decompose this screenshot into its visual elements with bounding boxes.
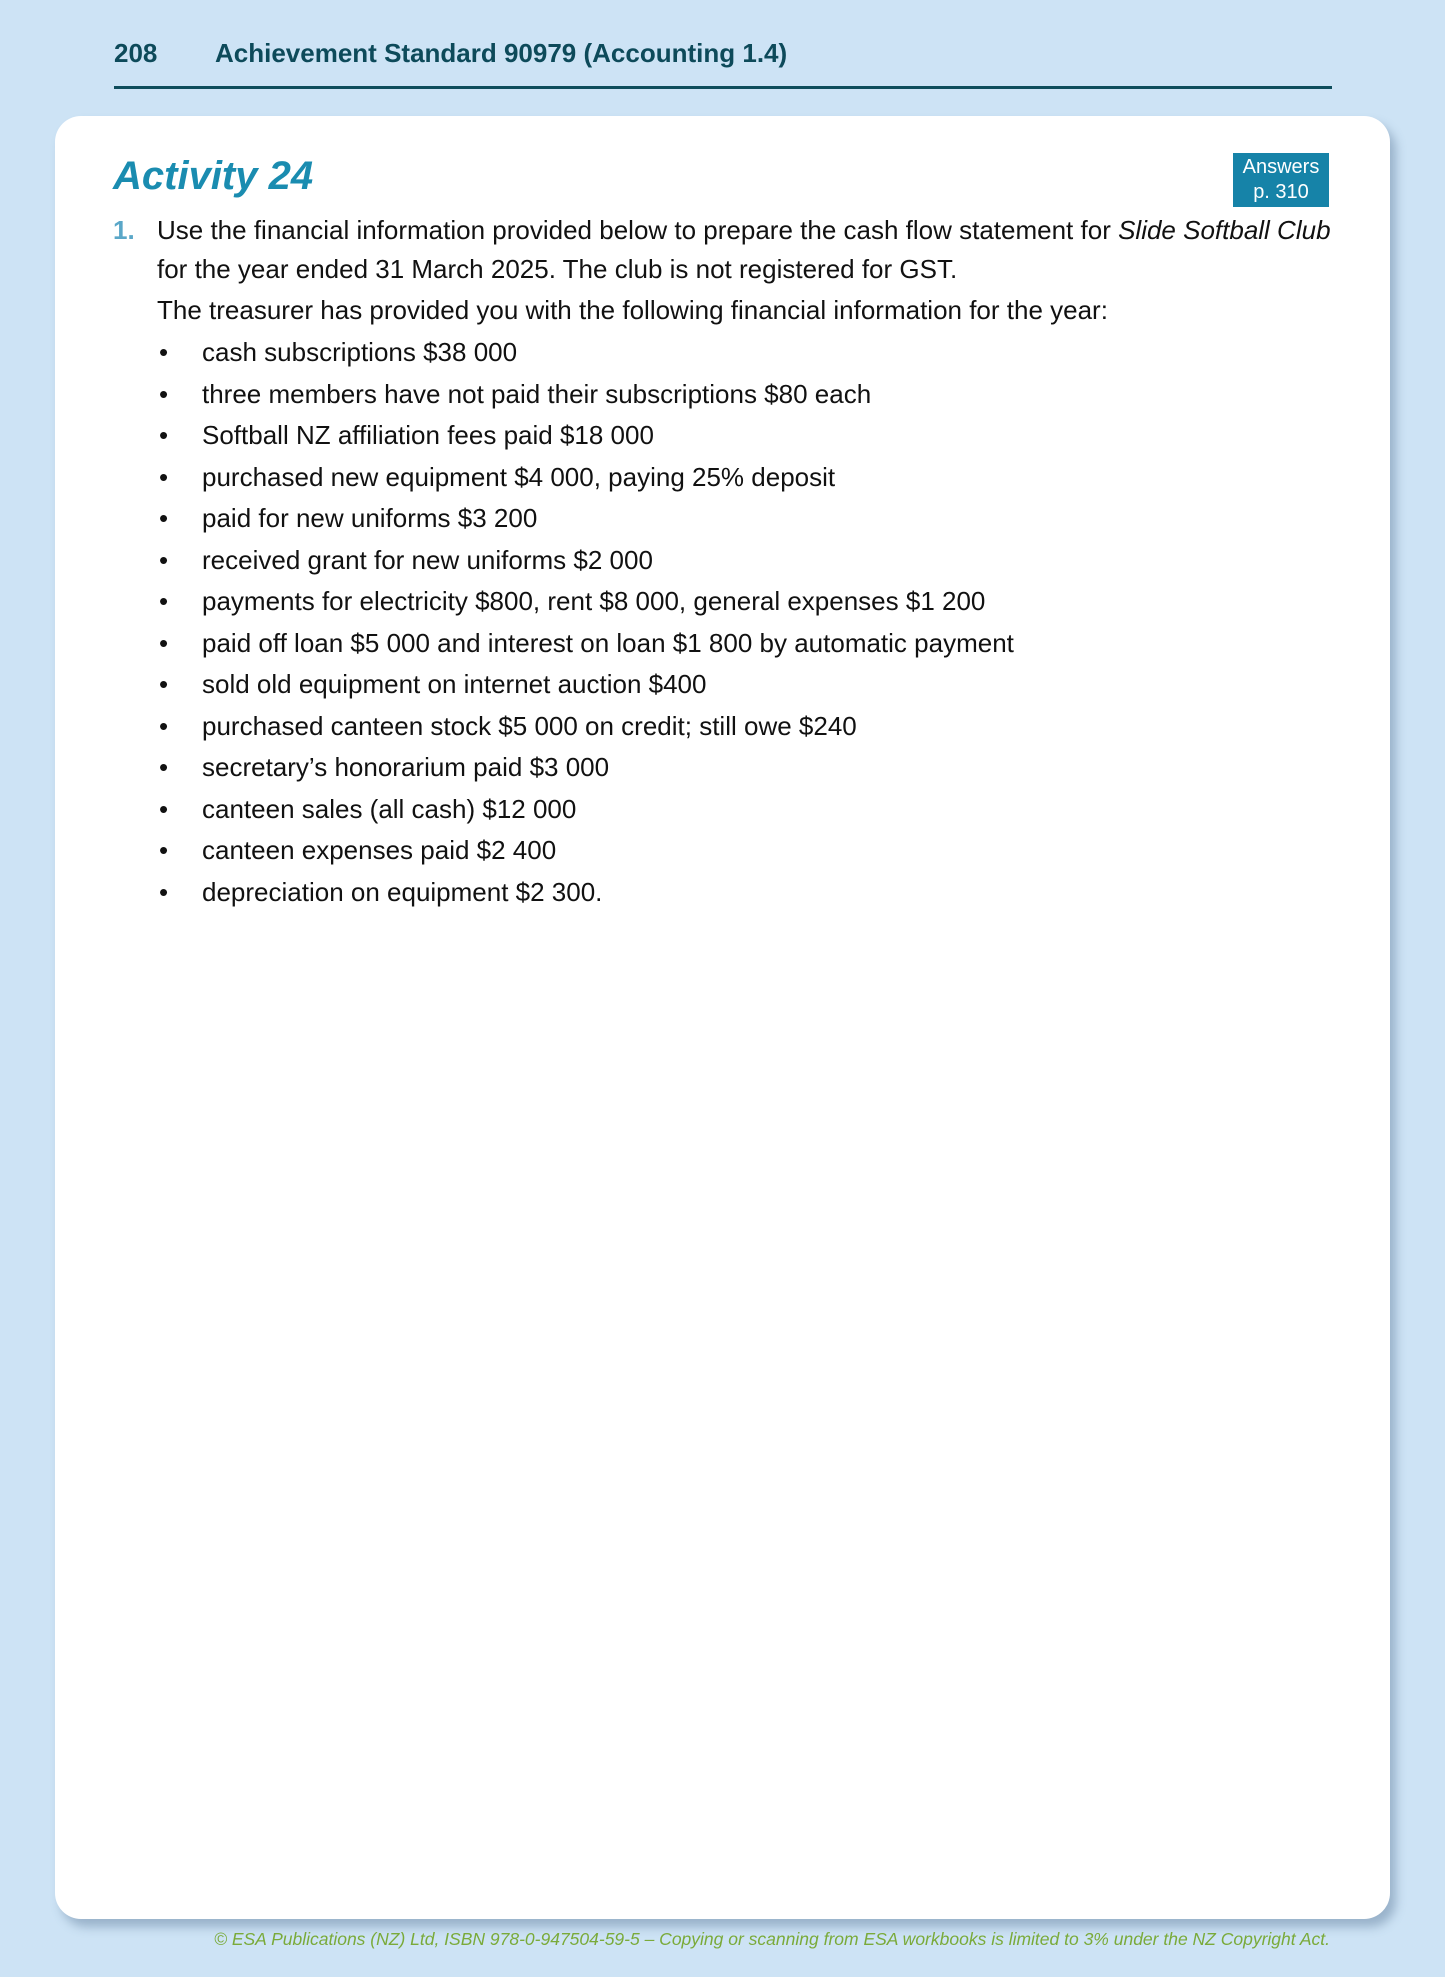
answers-badge[interactable] — [1233, 153, 1329, 207]
list-item — [157, 872, 1335, 914]
list-item-text: paid off loan $5 000 and interest on loan $1 800 by automatic payment — [202, 627, 1014, 658]
list-item-text: payments for electricity $800, rent $8 000, general expenses $1 200 — [202, 586, 986, 616]
list-item — [157, 789, 1335, 831]
list-item-text: secretary’s honorarium paid $3 000 — [202, 752, 610, 782]
financial-info-list — [157, 332, 1335, 913]
page-number: 208 — [114, 38, 158, 68]
header-title: Achievement Standard 90979 (Accounting 1.4) — [215, 38, 788, 68]
list-item-text: canteen sales (all cash) $12 000 — [202, 793, 577, 824]
bullet-icon: • — [159, 627, 169, 658]
bullet-icon: • — [159, 710, 169, 741]
question-number: 1. — [113, 215, 135, 245]
bullet-icon: • — [159, 378, 169, 409]
page-header — [114, 30, 1332, 89]
question-body — [157, 211, 1335, 913]
list-item — [157, 664, 1335, 706]
bullet-icon: • — [159, 669, 169, 699]
list-item — [157, 457, 1335, 499]
bullet-icon: • — [159, 503, 169, 533]
list-item-text: purchased new equipment $4 000, paying 25% deposit — [202, 461, 836, 492]
list-item — [157, 830, 1335, 872]
bullet-icon: • — [159, 586, 169, 616]
prompt-text-after: for the year ended 31 March 2025. The club is not registered for GST. — [157, 254, 958, 284]
list-item-text: canteen expenses paid $2 400 — [202, 835, 557, 865]
bullet-icon: • — [159, 793, 169, 824]
bullet-icon: • — [159, 544, 169, 575]
bullet-icon: • — [159, 461, 169, 492]
list-item — [157, 374, 1335, 416]
question-1 — [113, 211, 1335, 913]
list-item — [157, 581, 1335, 623]
list-item-text: purchased canteen stock $5 000 on credit; still owe $240 — [202, 710, 857, 741]
list-item-text: cash subscriptions $38 000 — [202, 337, 518, 367]
list-item-text: depreciation on equipment $2 300. — [202, 876, 603, 907]
list-item — [157, 623, 1335, 665]
bullet-icon: • — [159, 876, 169, 907]
list-item — [157, 415, 1335, 457]
list-item — [157, 498, 1335, 540]
bullet-icon: • — [159, 835, 169, 865]
list-item-text: sold old equipment on internet auction $400 — [202, 669, 707, 699]
content-card — [55, 116, 1390, 1919]
bullet-icon: • — [159, 337, 169, 367]
bullet-icon: • — [159, 420, 169, 450]
club-name: Slide Softball Club — [1118, 215, 1331, 245]
copyright-footer: © ESA Publications (NZ) Ltd, ISBN 978-0-947504-59-5 – Copying or scanning from ESA workbooks is limited to 3% under the NZ Copyright Act. — [214, 1929, 1330, 1949]
list-item — [157, 747, 1335, 789]
list-item — [157, 332, 1335, 374]
bullet-icon: • — [159, 752, 169, 782]
answers-badge-label: Answers — [1242, 156, 1320, 178]
question-prompt — [157, 211, 1335, 289]
answers-badge-page: p. 310 — [1253, 181, 1309, 203]
list-item — [157, 540, 1335, 582]
activity-title: Activity 24 — [113, 154, 314, 198]
list-item-text: paid for new uniforms $3 200 — [202, 503, 538, 533]
question-intro: The treasurer has provided you with the following financial information for the year: — [157, 295, 1108, 325]
list-item-text: received grant for new uniforms $2 000 — [202, 544, 653, 575]
list-item — [157, 706, 1335, 748]
list-item-text: Softball NZ affiliation fees paid $18 000 — [202, 420, 654, 450]
list-item-text: three members have not paid their subscriptions $80 each — [202, 378, 872, 409]
prompt-text-before: Use the financial information provided below to prepare the cash flow statement for — [157, 215, 1119, 245]
